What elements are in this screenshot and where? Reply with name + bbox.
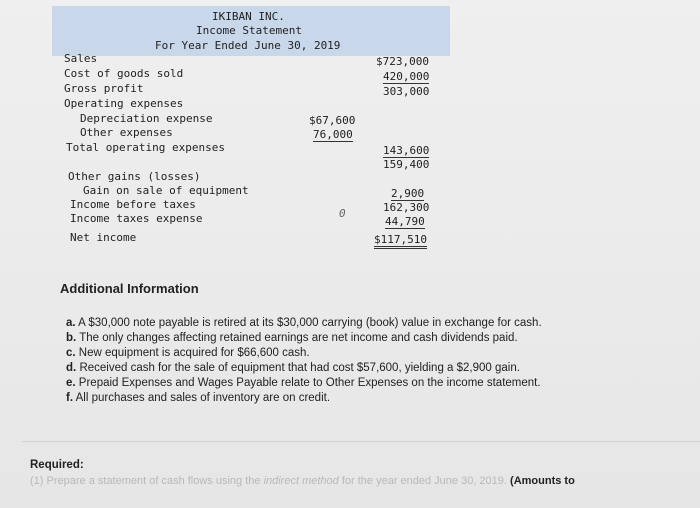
info-text-f: All purchases and sales of inventory are on credit.: [75, 392, 331, 404]
value-net-income: $117,510: [374, 233, 427, 249]
info-text-b: The only changes affecting retained earnings are net income and cash dividends paid.: [79, 332, 518, 344]
required-text-mid: for the year ended June 30, 2019.: [338, 475, 511, 487]
row-label-other-gains: Other gains (losses): [68, 170, 201, 183]
info-item-f: [66, 392, 330, 404]
additional-info-title: Additional Information: [60, 281, 199, 296]
info-text-c: New equipment is acquired for $66,600 cash.: [78, 347, 310, 359]
row-label-income-taxes: Income taxes expense: [70, 212, 203, 225]
required-text-italic: indirect method: [263, 475, 339, 487]
value-other-expenses: 76,000: [313, 128, 353, 141]
info-text-a: A $30,000 note payable is retired at its $30,000 carrying (book) value in exchange for cash.: [78, 317, 542, 329]
value-sales: $723,000: [376, 55, 429, 68]
row-label-gain-on-sale: Gain on sale of equipment: [83, 184, 249, 197]
value-operating-income: 159,400: [383, 158, 430, 171]
info-text-d: Received cash for the sale of equipment that had cost $57,600, yielding a $2,900 gain.: [79, 362, 520, 374]
value-income-taxes: 44,790: [385, 215, 425, 228]
info-marker-c: c.: [66, 347, 76, 359]
row-label-depreciation: Depreciation expense: [80, 112, 213, 125]
row-label-net-income: Net income: [70, 231, 137, 244]
statement-period: For Year Ended June 30, 2019: [155, 39, 341, 52]
info-item-d: [66, 362, 520, 374]
statement-title: Income Statement: [196, 24, 302, 37]
value-income-before-taxes: 162,300: [383, 201, 430, 214]
row-label-total-operating: Total operating expenses: [66, 141, 225, 154]
section-divider: [22, 441, 700, 442]
value-gross-profit: 303,000: [383, 85, 430, 98]
value-cogs: 420,000: [383, 70, 430, 83]
row-label-income-before-taxes: Income before taxes: [70, 198, 196, 211]
required-text-prefix: (1) Prepare a statement of cash flows using the: [30, 475, 264, 487]
row-label-operating-expenses: Operating expenses: [64, 97, 184, 110]
info-marker-a: a.: [66, 317, 76, 329]
row-label-other-expenses: Other expenses: [80, 126, 173, 139]
value-depreciation: $67,600: [309, 114, 356, 127]
row-label-cogs: Cost of goods sold: [64, 67, 184, 80]
row-label-sales: Sales: [64, 52, 98, 65]
info-marker-e: e.: [66, 377, 76, 389]
company-name: IKIBAN INC.: [212, 10, 285, 23]
row-label-gross-profit: Gross profit: [64, 82, 144, 95]
value-gain-on-sale: 2,900: [391, 187, 425, 200]
info-item-b: [66, 332, 518, 344]
required-text: [30, 475, 575, 487]
info-item-a: [66, 317, 542, 329]
info-marker-b: b.: [66, 332, 77, 344]
info-marker-d: d.: [66, 362, 77, 374]
value-total-operating: 143,600: [383, 144, 430, 157]
info-item-e: [66, 377, 541, 389]
info-marker-f: f.: [66, 392, 74, 404]
required-text-bold: (Amounts to: [510, 475, 575, 487]
required-title: Required:: [30, 459, 84, 471]
info-item-c: [66, 347, 310, 359]
stray-mark: 0: [339, 207, 346, 220]
info-text-e: Prepaid Expenses and Wages Payable relate to Other Expenses on the income statement.: [78, 377, 541, 389]
